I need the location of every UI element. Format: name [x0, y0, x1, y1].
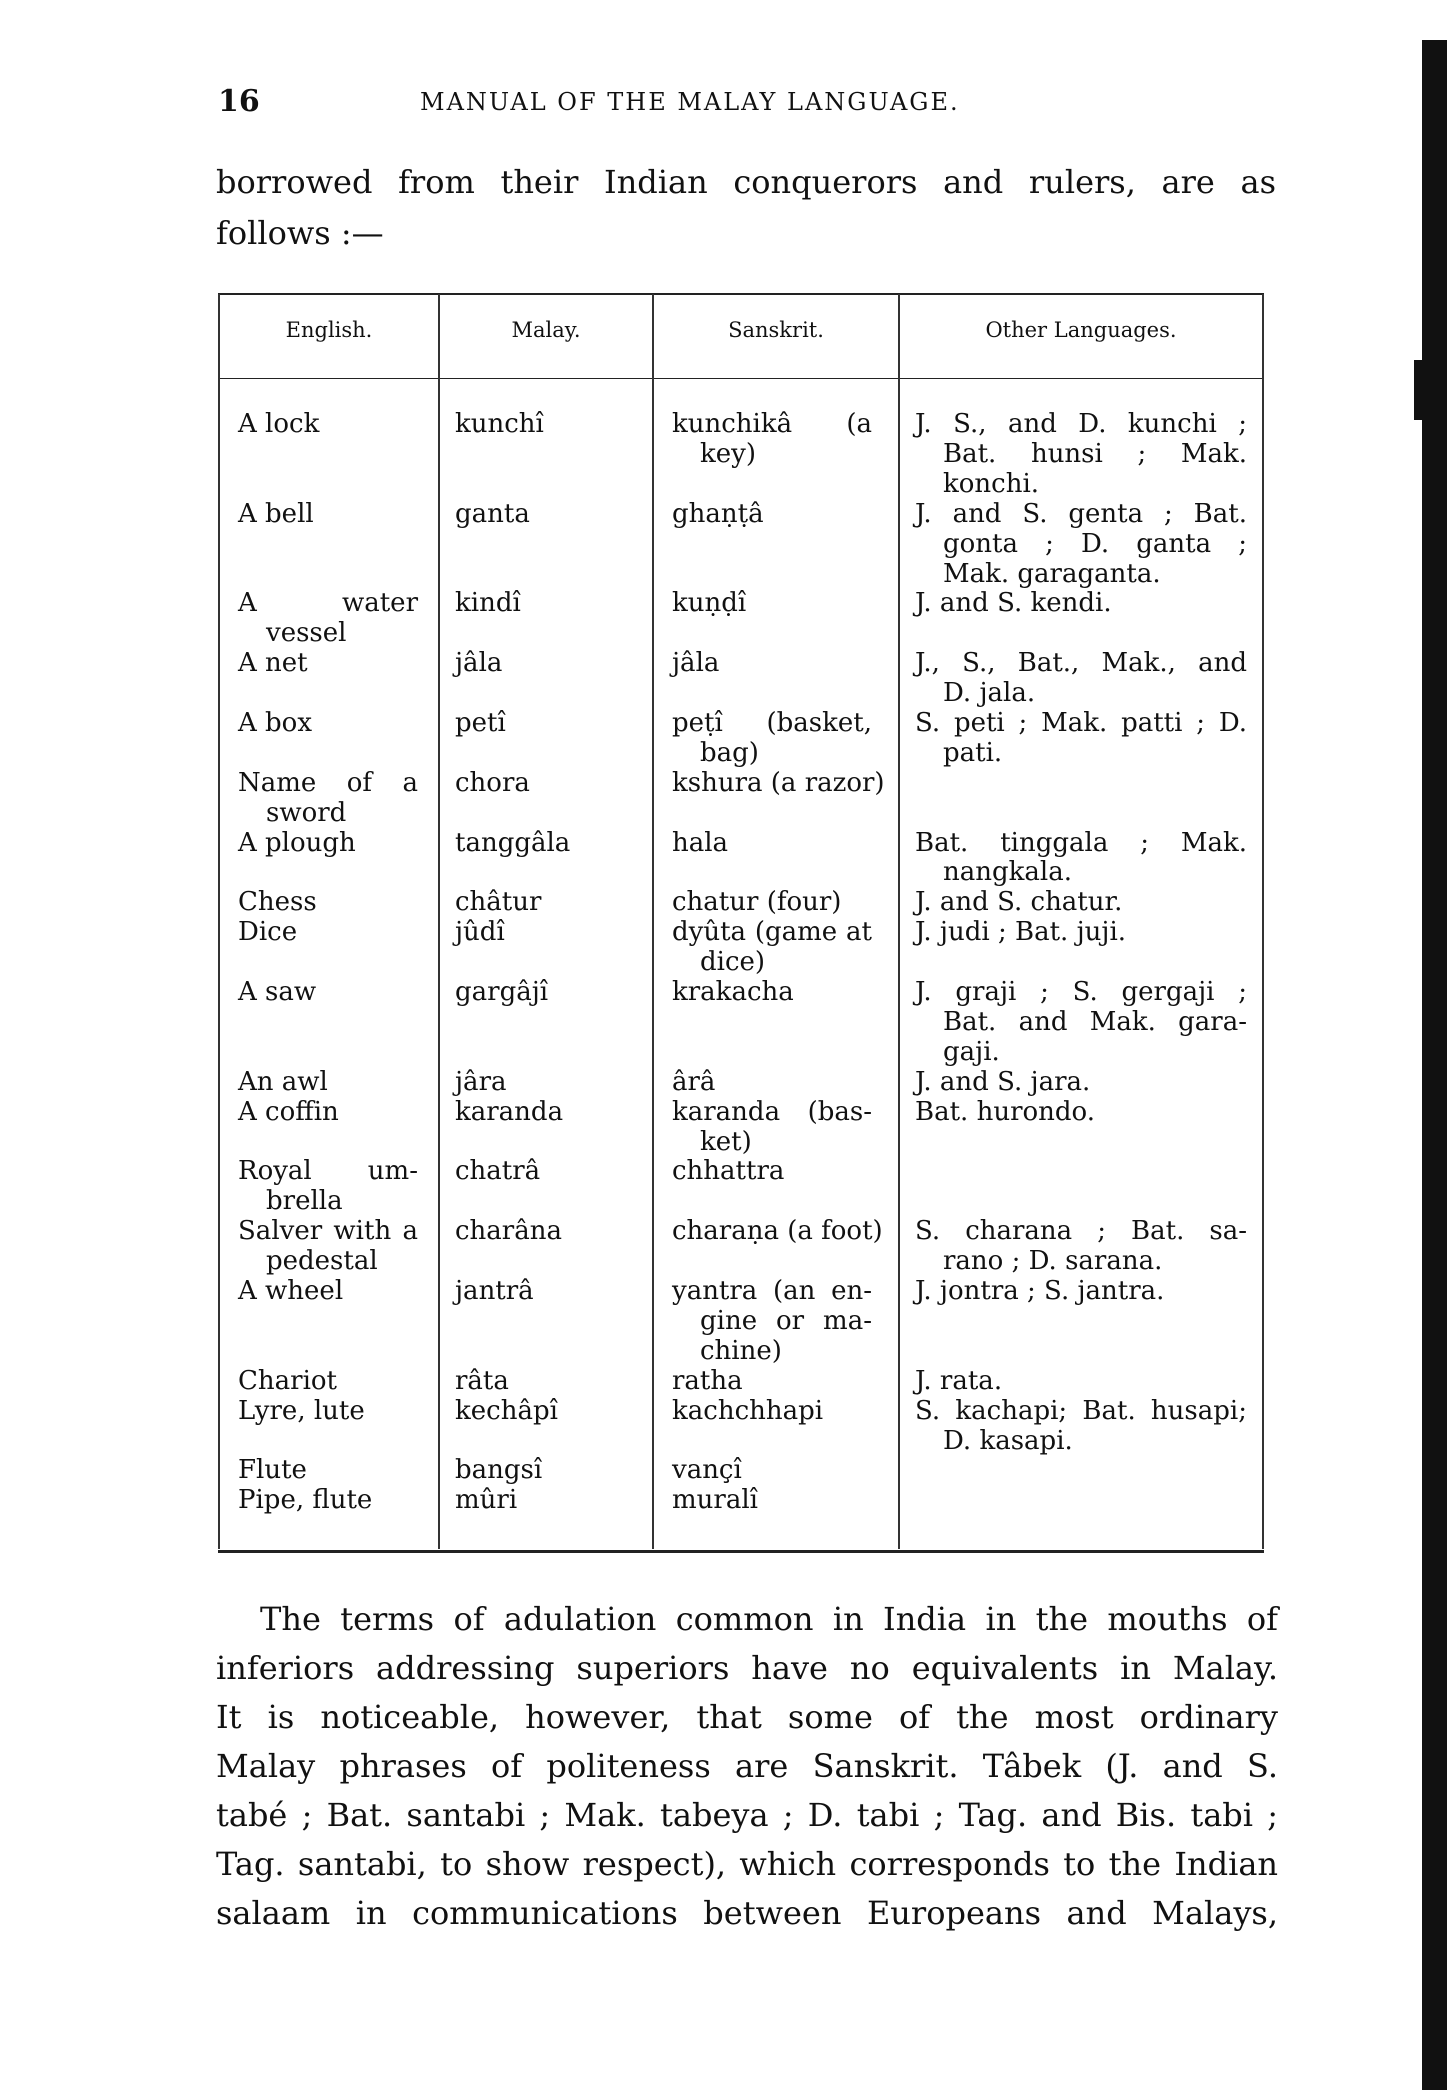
english-text: Name of a [238, 767, 418, 798]
cell-sanskrit [672, 1367, 872, 1397]
cell-other [915, 888, 1247, 918]
table-top-rule [218, 293, 1264, 295]
sanskrit-text: kuṇḍî [672, 588, 747, 619]
english-text: Dice [238, 917, 298, 948]
other-text: pati. [943, 737, 1003, 768]
malay-text: kindî [455, 588, 521, 619]
cell-malay [455, 918, 645, 948]
cell-english [238, 1277, 418, 1307]
cell-sanskrit [672, 1486, 872, 1516]
sanskrit-text: charaṇa (a foot) [672, 1216, 883, 1247]
malay-text: châtur [455, 887, 542, 918]
cell-other [915, 649, 1247, 709]
table-header-rule [218, 378, 1264, 379]
cell-sanskrit [672, 1157, 872, 1187]
cell-english [238, 500, 418, 530]
cell-malay [455, 649, 645, 679]
cell-malay [455, 1098, 645, 1128]
cell-english [238, 1068, 418, 1098]
cell-malay [455, 769, 645, 799]
other-text: S. peti ; Mak. patti ; D. [915, 707, 1247, 738]
body-line: Tag. santabi, to show respect), which corresponds to the Indian [216, 1845, 1278, 1883]
other-text: J. jontra ; S. jantra. [915, 1276, 1165, 1307]
other-text: gaji. [943, 1036, 1000, 1067]
other-text: Bat. and Mak. gara- [943, 1006, 1247, 1037]
table-row [0, 649, 1447, 709]
other-text: J. and S. kendi. [915, 588, 1112, 619]
cell-other [915, 1277, 1247, 1307]
cell-other [915, 1367, 1247, 1397]
other-text: J. rata. [915, 1365, 1003, 1396]
malay-text: jantrâ [455, 1276, 534, 1307]
english-text: vessel [266, 618, 347, 649]
malay-text: jûdî [455, 917, 505, 948]
table-row [0, 1068, 1447, 1098]
table-row [0, 1277, 1447, 1367]
cell-sanskrit [672, 1068, 872, 1098]
english-text: A coffin [238, 1096, 339, 1127]
page-number: 16 [218, 84, 260, 119]
english-text: Flute [238, 1455, 307, 1486]
cell-malay [455, 1217, 645, 1247]
column-header-malay: Malay. [511, 318, 581, 342]
cell-other [915, 709, 1247, 769]
english-text: A lock [238, 409, 320, 439]
english-text: A water [238, 588, 418, 619]
other-text: Mak. garaganta. [943, 558, 1161, 589]
other-text: J. S., and D. kunchi ; [915, 409, 1247, 439]
english-text: A saw [238, 977, 317, 1008]
malay-text: kechâpî [455, 1395, 558, 1426]
table-row [0, 1367, 1447, 1397]
sanskrit-text: key) [700, 438, 756, 469]
other-text: J. graji ; S. gergaji ; [915, 977, 1247, 1008]
other-text: J. and S. chatur. [915, 887, 1123, 918]
english-text: A bell [238, 498, 314, 529]
cell-malay [455, 500, 645, 530]
sanskrit-text: kachchhapi [672, 1395, 824, 1426]
cell-malay [455, 1367, 645, 1397]
sanskrit-text: jâla [672, 648, 720, 679]
cell-other [915, 589, 1247, 619]
cell-sanskrit [672, 589, 872, 619]
cell-sanskrit [672, 1277, 872, 1367]
other-text: J., S., Bat., Mak., and [915, 648, 1247, 679]
english-text: A net [238, 648, 308, 679]
body-line: Malay phrases of politeness are Sanskrit. Tâbek (J. and S. [216, 1747, 1278, 1785]
other-text: konchi. [943, 468, 1040, 499]
table-row [0, 1098, 1447, 1158]
malay-text: jâla [455, 648, 503, 679]
cell-english [238, 1217, 418, 1277]
cell-other [915, 1217, 1247, 1277]
column-header-sanskrit: Sanskrit. [728, 318, 824, 342]
cell-english [238, 410, 418, 440]
cell-english [238, 918, 418, 948]
malay-text: petî [455, 707, 506, 738]
other-text: Bat. hurondo. [915, 1096, 1096, 1127]
table-row [0, 888, 1447, 918]
english-text: Royal um- [238, 1156, 418, 1187]
body-line: The terms of adulation common in India in the mouths of [260, 1600, 1278, 1638]
other-text: D. jala. [943, 678, 1036, 709]
table-row [0, 500, 1447, 590]
english-text: An awl [238, 1066, 328, 1097]
cell-sanskrit [672, 1216, 883, 1247]
table-row [0, 1217, 1447, 1277]
english-text: Chess [238, 887, 317, 918]
malay-text: mûri [455, 1485, 518, 1516]
malay-text: kunchî [455, 409, 544, 439]
body-line: salaam in communications between Europeans and Malays, [216, 1894, 1278, 1932]
cell-sanskrit [672, 829, 872, 859]
table-row [0, 978, 1447, 1068]
cell-malay [455, 888, 645, 918]
malay-text: tanggâla [455, 827, 571, 858]
table-row [0, 829, 1447, 889]
cell-malay [455, 1456, 645, 1486]
malay-text: chatrâ [455, 1156, 541, 1187]
cell-english [238, 589, 418, 649]
other-text: Bat. hunsi ; Mak. [943, 438, 1247, 469]
sanskrit-text: hala [672, 827, 729, 858]
sanskrit-text: chhattra [672, 1156, 785, 1187]
english-text: A plough [238, 827, 356, 858]
sanskrit-text: yantra (an en- [672, 1276, 872, 1307]
body-line: tabé ; Bat. santabi ; Mak. tabeya ; D. tabi ; Tag. and Bis. tabi ; [216, 1796, 1278, 1834]
malay-text: ganta [455, 498, 530, 529]
sanskrit-text: kunchikâ (a [672, 409, 872, 439]
cell-english [238, 1456, 418, 1486]
column-header-other-languages: Other Languages. [985, 318, 1177, 342]
table-row [0, 1486, 1447, 1516]
cell-malay [455, 978, 645, 1008]
intro-line-2: follows :— [216, 214, 384, 252]
table-row [0, 709, 1447, 769]
cell-malay [455, 709, 645, 739]
malay-text: bangsî [455, 1455, 543, 1486]
cell-english [238, 1098, 418, 1128]
sanskrit-text: ket) [700, 1126, 752, 1157]
malay-text: karanda [455, 1096, 564, 1127]
body-line: It is noticeable, however, that some of the most ordinary [216, 1698, 1278, 1736]
sanskrit-text: muralî [672, 1485, 758, 1516]
cell-english [238, 1486, 418, 1516]
cell-english [238, 1157, 418, 1217]
english-text: brella [266, 1186, 343, 1217]
other-text: J. and S. jara. [915, 1066, 1091, 1097]
cell-english [238, 1367, 418, 1397]
sanskrit-text: ratha [672, 1365, 743, 1396]
cell-english [238, 769, 418, 829]
cell-other [915, 978, 1247, 1068]
cell-sanskrit [672, 500, 872, 530]
table-body [0, 410, 1447, 1516]
intro-line-1: borrowed from their Indian conquerors and rulers, are as [216, 163, 1276, 201]
english-text: A box [238, 707, 313, 738]
english-text: pedestal [266, 1246, 378, 1277]
cell-malay [455, 829, 645, 859]
cell-sanskrit [672, 918, 872, 978]
english-text: sword [266, 797, 347, 828]
other-text: D. kasapi. [943, 1425, 1073, 1456]
body-paragraph [216, 1595, 1278, 1938]
other-text: S. charana ; Bat. sa- [915, 1216, 1247, 1247]
cell-malay [455, 410, 645, 440]
other-text: Bat. tinggala ; Mak. [915, 827, 1247, 858]
body-line: inferiors addressing superiors have no equivalents in Malay. [216, 1649, 1278, 1687]
other-text: J. judi ; Bat. juji. [915, 917, 1127, 948]
english-text: Chariot [238, 1365, 337, 1396]
sanskrit-text: ghaṇṭâ [672, 498, 764, 529]
cell-other [915, 500, 1247, 590]
cell-other [915, 918, 1247, 948]
cell-sanskrit [672, 767, 885, 799]
sanskrit-text: chine) [700, 1335, 782, 1366]
malay-text: charâna [455, 1216, 562, 1247]
cell-malay [455, 1486, 645, 1516]
sanskrit-text: ârâ [672, 1066, 716, 1097]
cell-malay [455, 1277, 645, 1307]
cell-sanskrit [672, 1397, 872, 1427]
sanskrit-text: krakacha [672, 977, 794, 1008]
table-row [0, 410, 1447, 500]
cell-malay [455, 589, 645, 619]
malay-text: râta [455, 1365, 509, 1396]
cell-sanskrit [672, 1098, 872, 1158]
malay-text: chora [455, 767, 530, 798]
cell-other [915, 410, 1247, 500]
cell-sanskrit [672, 410, 872, 470]
sanskrit-text: peṭî (basket, [672, 707, 872, 738]
sanskrit-text: dyûta (game at [672, 917, 872, 948]
cell-english [238, 829, 418, 859]
english-text: Pipe, flute [238, 1485, 373, 1516]
cell-english [238, 709, 418, 739]
sanskrit-text: bag) [700, 737, 759, 768]
cell-sanskrit [672, 709, 872, 769]
cell-sanskrit [672, 1456, 872, 1486]
cell-sanskrit [672, 888, 872, 918]
table-row [0, 1157, 1447, 1217]
cell-other [915, 1098, 1247, 1128]
cell-english [238, 888, 418, 918]
column-header-english: English. [285, 318, 373, 342]
cell-malay [455, 1397, 645, 1427]
other-text: J. and S. genta ; Bat. [915, 498, 1247, 529]
cell-other [915, 1068, 1247, 1098]
other-text: S. kachapi; Bat. husapi; [915, 1395, 1247, 1426]
cell-other [915, 1397, 1247, 1457]
other-text: nangkala. [943, 857, 1072, 888]
cell-malay [455, 1068, 645, 1098]
cell-english [238, 1397, 418, 1427]
sanskrit-text: karanda (bas- [672, 1096, 872, 1127]
other-text: gonta ; D. ganta ; [943, 528, 1247, 559]
malay-text: gargâjî [455, 977, 549, 1008]
table-bottom-rule [218, 1550, 1264, 1553]
cell-english [238, 978, 418, 1008]
english-text: Salver with a [238, 1216, 418, 1247]
english-text: A wheel [238, 1276, 344, 1307]
cell-english [238, 649, 418, 679]
table-row [0, 589, 1447, 649]
cell-malay [455, 1157, 645, 1187]
sanskrit-text: chatur (four) [672, 887, 842, 918]
malay-text: jâra [455, 1066, 507, 1097]
running-title: MANUAL OF THE MALAY LANGUAGE. [420, 88, 960, 116]
sanskrit-text: kshura (a razor) [672, 767, 885, 798]
table-row [0, 1456, 1447, 1486]
sanskrit-text: gine or ma- [700, 1305, 872, 1336]
table-row [0, 1397, 1447, 1457]
english-text: Lyre, lute [238, 1395, 365, 1426]
table-row [0, 769, 1447, 829]
other-text: rano ; D. sarana. [943, 1246, 1163, 1277]
sanskrit-text: vançî [672, 1455, 742, 1486]
table-row [0, 918, 1447, 978]
cell-sanskrit [672, 978, 872, 1008]
cell-sanskrit [672, 649, 872, 679]
sanskrit-text: dice) [700, 947, 766, 978]
cell-other [915, 829, 1247, 889]
